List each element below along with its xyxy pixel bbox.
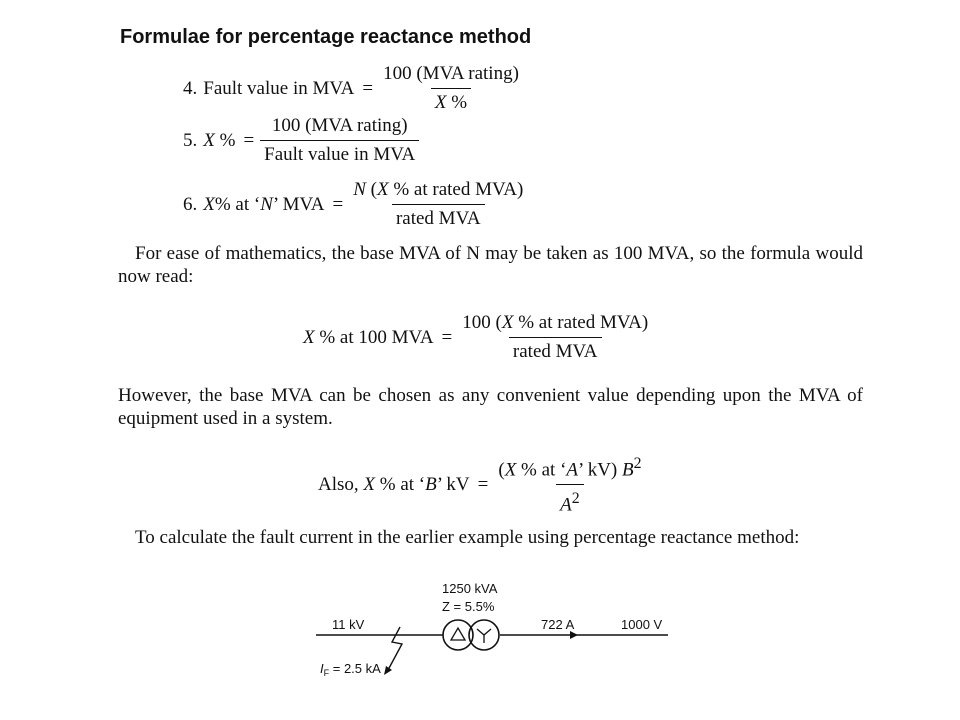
equals-sign: = [332,193,344,215]
denominator: rated MVA [392,204,485,231]
formula-4 [183,62,523,115]
formula-lhs: X% at ‘N’ MVA [203,193,325,215]
transformer-icon [443,620,499,650]
formula-lhs: Fault value in MVA [203,77,355,99]
denominator: Fault value in MVA [260,140,419,167]
denominator: $A^2$ [556,484,584,517]
denominator: X % [431,88,471,115]
formula-5 [183,114,419,167]
formula-kv-conversion [318,452,646,518]
numerator: 100 (MVA rating) [271,115,408,136]
formula-6 [183,178,527,231]
fraction [260,114,419,167]
hv-voltage-label: 11 kV [332,617,365,632]
formula-number: 6. [183,193,198,215]
equals-sign: = [441,326,453,348]
denominator: rated MVA [509,337,602,364]
fraction [349,178,527,231]
formula-number: 5. [183,129,198,151]
paragraph-base-mva: For ease of mathematics, the base MVA of N may be taken as 100 MVA, so the formula would now read: [118,243,863,287]
formula-lhs: Also, X % at ‘B’ kV [318,473,470,495]
formula-number: 4. [183,77,198,99]
equals-sign: = [477,473,489,495]
transformer-rating-label: 1250 kVA [442,581,498,596]
lv-voltage-label: 1000 V [621,617,663,632]
single-line-diagram [300,574,680,684]
transformer-impedance-label: Z = 5.5% [442,599,495,614]
numerator: N (X % at rated MVA) [353,179,524,200]
fraction [494,452,645,518]
numerator: 100 (MVA rating) [383,63,519,84]
paragraph-example-intro: To calculate the fault current in the earlier example using percentage reactance method: [135,527,800,548]
equals-sign: = [362,77,374,99]
numerator: (X % at ‘A’ kV) $B^2$ [498,455,642,481]
numerator: 100 (X % at rated MVA) [462,312,649,333]
fault-current-label: $I_F = 2.5$ kA [320,661,381,678]
formula-lhs: X % [203,129,236,151]
paragraph-base-choice: However, the base MVA can be chosen as any convenient value depending upon the MVA of equipment used in a system. [118,385,863,429]
fraction [458,311,652,364]
formula-100mva [303,311,652,364]
equals-sign: = [243,129,255,151]
formula-lhs: X % at 100 MVA [303,326,434,348]
page-heading: Formulae for percentage reactance method [120,26,532,48]
lv-current-label: 722 A [541,617,575,632]
fraction [379,62,523,115]
current-arrow-icon [570,631,578,639]
